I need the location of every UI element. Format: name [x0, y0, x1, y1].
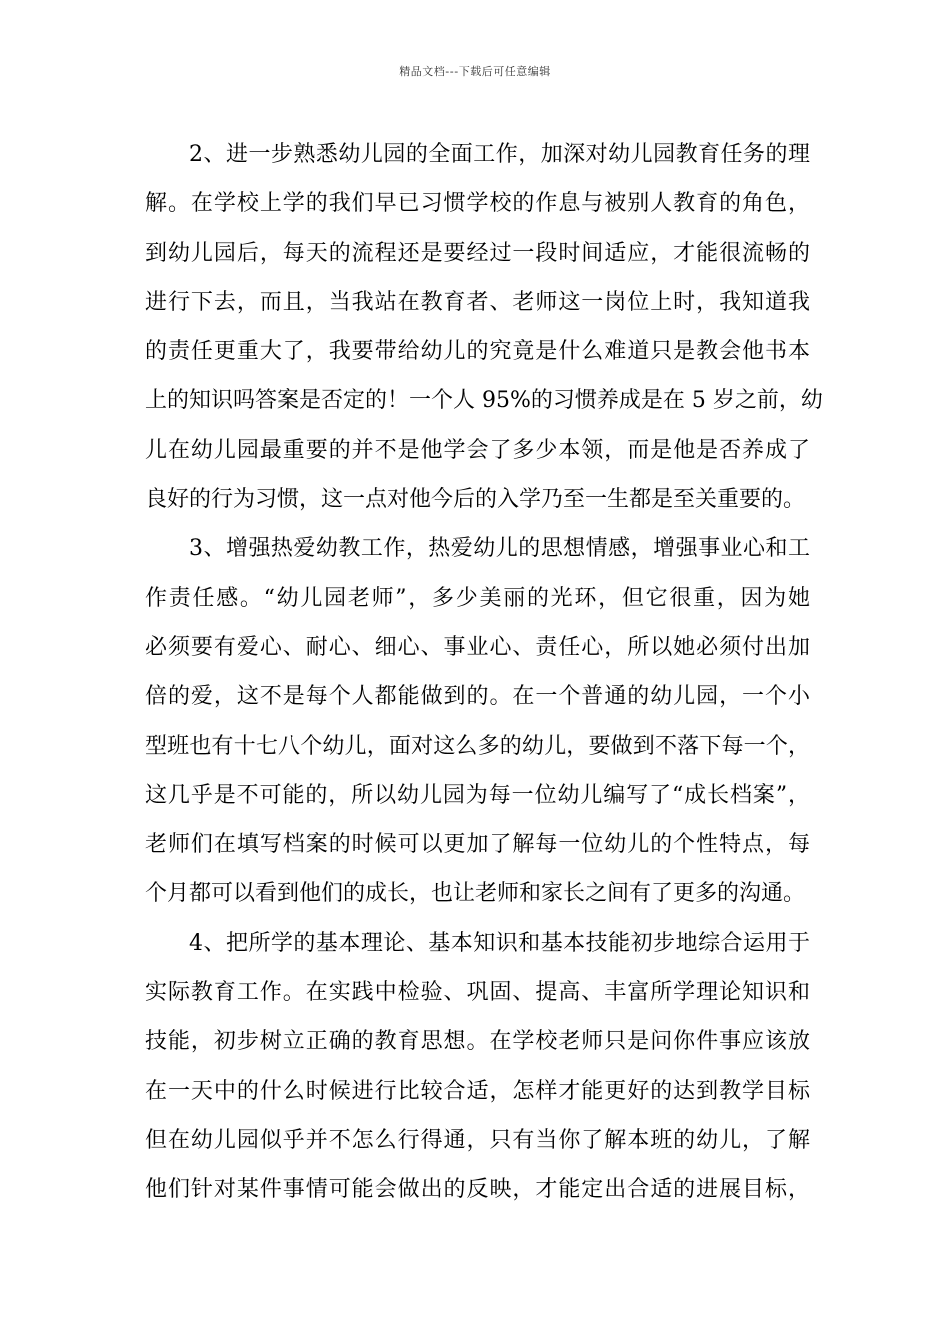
text-line: 进行下去，而且，当我站在教育者、老师这一岗位上时，我知道我 — [145, 289, 810, 315]
text-line: 型班也有十七八个幼儿，面对这么多的幼儿，要做到不落下每一个， — [145, 733, 810, 759]
text-line: 4、把所学的基本理论、基本知识和基本技能初步地综合运用于 — [189, 930, 810, 956]
text-line: 技能，初步树立正确的教育思想。在学校老师只是问你件事应该放 — [145, 1029, 810, 1055]
text-line: 解。在学校上学的我们早已习惯学校的作息与被别人教育的角色， — [145, 191, 810, 217]
text-line: 个月都可以看到他们的成长，也让老师和家长之间有了更多的沟通。 — [145, 881, 806, 907]
text-line: 实际教育工作。在实践中检验、巩固、提高、丰富所学理论知识和 — [145, 980, 810, 1006]
paragraph-2 — [145, 130, 823, 524]
text-line: 上的知识吗答案是否定的！一个人 95%的习惯养成是在 5 岁之前，幼 — [145, 388, 823, 414]
document-body — [145, 130, 823, 1215]
paragraph-4 — [145, 919, 810, 1215]
text-line: 儿在幼儿园最重要的并不是他学会了多少本领，而是他是否养成了 — [145, 437, 810, 463]
text-line: 倍的爱，这不是每个人都能做到的。在一个普通的幼儿园，一个小 — [145, 684, 810, 710]
text-line: 但在幼儿园似乎并不怎么行得通，只有当你了解本班的幼儿，了解 — [145, 1127, 810, 1153]
text-line: 他们针对某件事情可能会做出的反映，才能定出合适的进展目标， — [145, 1177, 810, 1203]
text-line: 3、增强热爱幼教工作，热爱幼儿的思想情感，增强事业心和工 — [189, 536, 810, 562]
text-line: 到幼儿园后，每天的流程还是要经过一段时间适应，才能很流畅的 — [145, 240, 810, 266]
text-line: 良好的行为习惯，这一点对他今后的入学乃至一生都是至关重要的。 — [145, 487, 806, 513]
text-line: 老师们在填写档案的时候可以更加了解每一位幼儿的个性特点，每 — [145, 832, 810, 858]
text-line: 2、进一步熟悉幼儿园的全面工作，加深对幼儿园教育任务的理 — [189, 142, 810, 167]
page-header: 精品文档---下载后可任意编辑 — [399, 65, 551, 78]
text-line: 在一天中的什么时候进行比较合适，怎样才能更好的达到教学目标 — [145, 1078, 810, 1104]
text-line: 作责任感。“幼儿园老师”，多少美丽的光环，但它很重，因为她 — [145, 585, 810, 611]
paragraph-3 — [145, 524, 810, 918]
text-line: 必须要有爱心、耐心、细心、事业心、责任心，所以她必须付出加 — [145, 634, 810, 660]
text-line: 这几乎是不可能的，所以幼儿园为每一位幼儿编写了“成长档案”， — [145, 782, 810, 808]
text-line: 的责任更重大了，我要带给幼儿的究竟是什么难道只是教会他书本 — [145, 339, 810, 365]
